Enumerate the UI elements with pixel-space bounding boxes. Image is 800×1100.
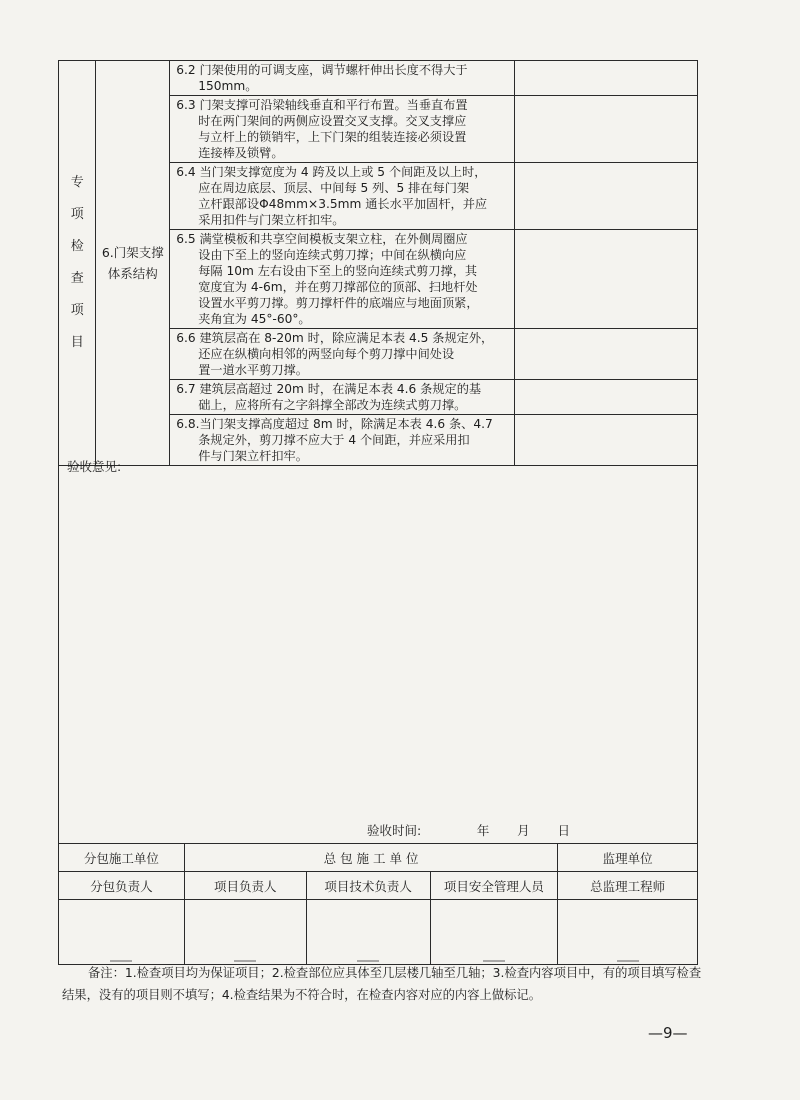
signature-cell[interactable] bbox=[306, 900, 430, 965]
check-item-text: 置一道水平剪刀撑。 bbox=[198, 363, 308, 377]
result-cell[interactable] bbox=[514, 96, 697, 163]
project-manager-header: 项目负责人 bbox=[184, 872, 306, 900]
signature-cell[interactable] bbox=[430, 900, 558, 965]
result-cell[interactable] bbox=[514, 329, 697, 380]
check-item-text: 宽度宜为 4-6m，并在剪刀撑部位的顶部、扫地杆处 bbox=[198, 280, 478, 294]
check-item-text: 件与门架立杆扣牢。 bbox=[198, 449, 308, 463]
signature-cell[interactable] bbox=[558, 900, 698, 965]
check-item-text: 夹角宜为 45°-60°。 bbox=[198, 312, 311, 326]
category-cell bbox=[59, 61, 96, 466]
inspection-table bbox=[58, 60, 698, 466]
check-item-text: 每隔 10m 左右设由下至上的竖向连续式剪刀撑，其 bbox=[198, 264, 478, 278]
check-item-text: 6.2 门架使用的可调支座，调节螺杆伸出长度不得大于 bbox=[176, 63, 468, 77]
check-item-text: 6.5 满堂模板和共享空间模板支架立柱，在外侧周圈应 bbox=[176, 232, 468, 246]
opinion-label: 验收意见: bbox=[67, 459, 122, 474]
result-cell[interactable] bbox=[514, 380, 697, 415]
signoff-table bbox=[58, 843, 698, 965]
check-item-text: 150mm。 bbox=[198, 79, 258, 93]
check-item-text: 6.3 门架支撑可沿梁轴线垂直和平行布置。当垂直布置 bbox=[176, 98, 468, 112]
check-item-text: 设置水平剪刀撑。剪刀撑杆件的底端应与地面顶紧， bbox=[198, 296, 479, 310]
supervision-unit-header: 监理单位 bbox=[558, 844, 698, 872]
subitem-cell: 6.门架支撑体系结构 bbox=[96, 61, 170, 466]
signature-cell[interactable] bbox=[184, 900, 306, 965]
safety-manager-header: 项目安全管理人员 bbox=[430, 872, 558, 900]
check-item-text: 连接棒及锁臂。 bbox=[198, 146, 284, 160]
category-char: 项 bbox=[70, 207, 84, 222]
check-item-text: 与立杆上的锁销牢，上下门架的组装连接必须设置 bbox=[198, 130, 467, 144]
check-item-text: 6.8.当门架支撑高度超过 8m 时，除满足本表 4.6 条、4.7 bbox=[176, 417, 493, 431]
signature-cell[interactable] bbox=[59, 900, 185, 965]
general-contractor-header: 总 包 施 工 单 位 bbox=[184, 844, 557, 872]
check-item-cell bbox=[170, 96, 515, 163]
signature-mark bbox=[357, 950, 379, 962]
check-item-cell bbox=[170, 163, 515, 230]
check-item-cell bbox=[170, 329, 515, 380]
check-item-text: 设由下至上的竖向连续式剪刀撑；中间在纵横向应 bbox=[198, 248, 467, 262]
check-item-text: 时在两门架间的两侧应设置交叉支撑。交叉支撑应 bbox=[198, 114, 467, 128]
check-item-text: 6.4 当门架支撑宽度为 4 跨及以上或 5 个间距及以上时， bbox=[176, 165, 487, 179]
signature-mark bbox=[483, 950, 505, 962]
check-item-text: 采用扣件与门架立杆扣牢。 bbox=[198, 213, 345, 227]
signature-mark bbox=[110, 950, 132, 962]
check-item-text: 还应在纵横向相邻的两竖向每个剪刀撑中间处设 bbox=[198, 347, 455, 361]
signature-mark bbox=[234, 950, 256, 962]
result-cell[interactable] bbox=[514, 230, 697, 329]
check-item-cell bbox=[170, 380, 515, 415]
check-item-cell bbox=[170, 61, 515, 96]
check-item-text: 6.7 建筑层高超过 20m 时，在满足本表 4.6 条规定的基 bbox=[176, 382, 482, 396]
check-item-text: 础上，应将所有之字斜撑全部改为连续式剪刀撑。 bbox=[198, 398, 467, 412]
check-item-text: 条规定外，剪刀撑不应大于 4 个间距，并应采用扣 bbox=[198, 433, 470, 447]
acceptance-opinion-box bbox=[58, 451, 698, 844]
page-number: —9— bbox=[648, 1024, 688, 1042]
check-item-text: 6.6 建筑层高在 8-20m 时，除应满足本表 4.5 条规定外， bbox=[176, 331, 494, 345]
category-char: 目 bbox=[70, 335, 84, 350]
category-char: 项 bbox=[70, 303, 84, 318]
acceptance-date-line: 验收时间: 年 月 日 bbox=[367, 823, 570, 838]
signature-mark bbox=[617, 950, 639, 962]
table-row bbox=[59, 61, 698, 96]
result-cell[interactable] bbox=[514, 61, 697, 96]
tech-manager-header: 项目技术负责人 bbox=[306, 872, 430, 900]
category-char: 专 bbox=[70, 175, 84, 190]
check-item-text: 立杆跟部设Φ48mm×3.5mm 通长水平加固杆，并应 bbox=[198, 197, 488, 211]
check-item-text: 应在周边底层、顶层、中间每 5 列、5 排在每门架 bbox=[198, 181, 470, 195]
chief-engineer-header: 总监理工程师 bbox=[558, 872, 698, 900]
result-cell[interactable] bbox=[514, 163, 697, 230]
sub-manager-header: 分包负责人 bbox=[59, 872, 185, 900]
category-char: 查 bbox=[70, 271, 84, 286]
check-item-cell bbox=[170, 230, 515, 329]
remarks-note: 备注：1.检查项目均为保证项目；2.检查部位应具体至几层楼几轴至几轴；3.检查内容项目中，有的项目填写检查结果，没有的项目则不填写；4.检查结果为不符合时，在检查内容对应的内容上做标记。 bbox=[62, 966, 702, 1002]
category-char: 检 bbox=[70, 239, 84, 254]
sub-unit-header: 分包施工单位 bbox=[59, 844, 185, 872]
